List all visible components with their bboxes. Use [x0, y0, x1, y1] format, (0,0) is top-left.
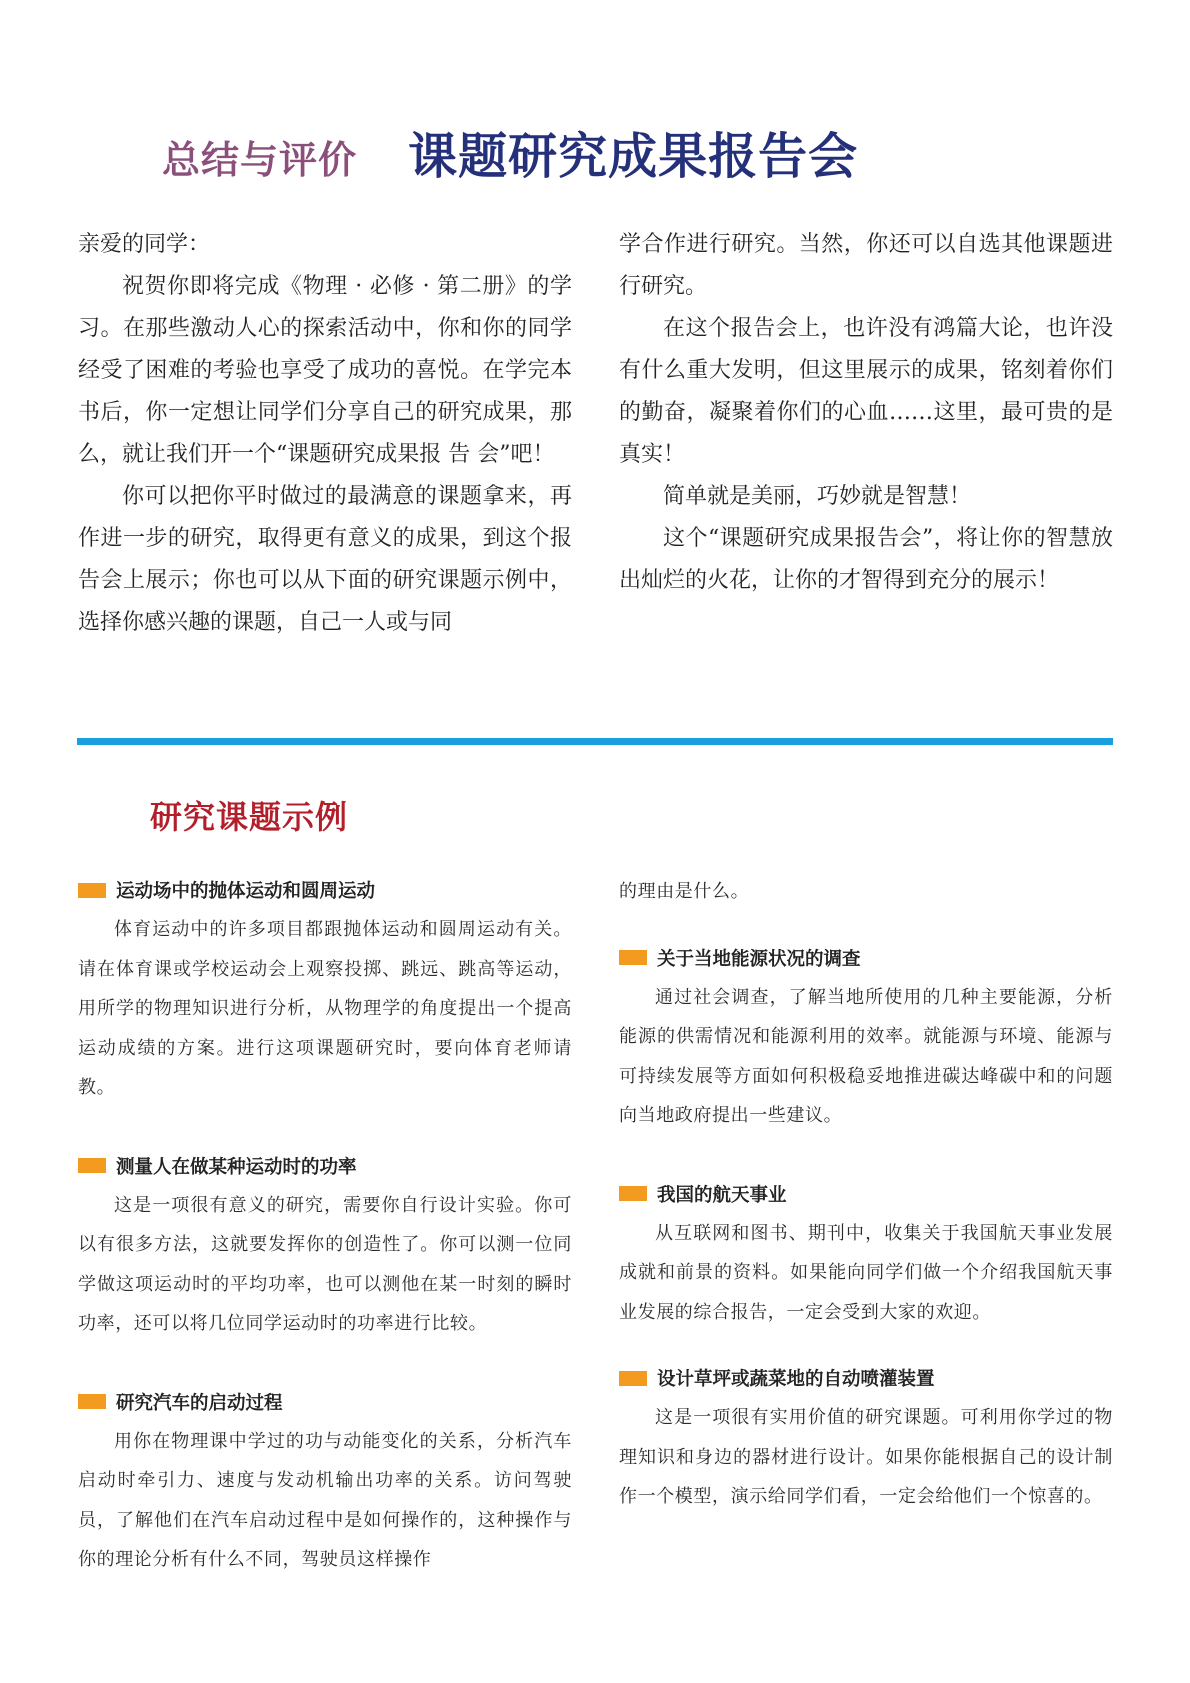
examples-right-column [619, 872, 1113, 1545]
topic-title: 研究汽车的启动过程 [116, 1392, 283, 1414]
topic-item [78, 1384, 572, 1580]
bullet-square-icon [619, 1371, 647, 1386]
intro-paragraph: 这个“课题研究成果报告会”，将让你的智慧放出灿烂的火花，让你的才智得到充分的展示！ [619, 526, 1113, 593]
topic-title: 我国的航天事业 [657, 1184, 787, 1206]
page-header [162, 118, 858, 198]
topic-title: 运动场中的抛体运动和圆周运动 [116, 881, 376, 902]
examples-left-column [78, 872, 572, 1608]
topic-body: 这是一项很有意义的研究，需要你自行设计实验。你可以有很多方法，这就要发挥你的创造性了。你可以测一位同学做这项运动时的平均功率，也可以测他在某一时刻的瞬时功率，还可以将几位同学运动时的功率进行比较。 [78, 1194, 572, 1334]
section-label: 总结与评价 [162, 137, 358, 182]
topic-title: 设计草坪或蔬菜地的自动喷灌装置 [657, 1369, 935, 1390]
bullet-square-icon [78, 1394, 106, 1409]
topic-item [78, 1148, 572, 1344]
intro-right-column [619, 224, 1113, 602]
topic-item [619, 940, 1113, 1136]
topic-body: 用你在物理课中学过的功与动能变化的关系，分析汽车启动时牵引力、速度与发动机输出功率的关系。访问驾驶员，了解他们在汽车启动过程中是如何操作的，这种操作与你的理论分析有什么不同，驾驶员这样操作 [78, 1430, 572, 1570]
topic-body-continued: 的理由是什么。 [619, 881, 750, 902]
page-title: 课题研究成果报告会 [408, 127, 859, 185]
topic-body: 通过社会调查，了解当地所使用的几种主要能源，分析能源的供需情况和能源利用的效率。就能源与环境、能源与可持续发展等方面如何积极稳妥地推进碳达峰碳中和的问题向当地政府提出一些建议。 [619, 986, 1113, 1126]
bullet-square-icon [78, 883, 106, 898]
intro-left-column [78, 224, 572, 644]
bullet-square-icon [619, 950, 647, 965]
topic-body: 体育运动中的许多项目都跟抛体运动和圆周运动有关。请在体育课或学校运动会上观察投掷、跳远、跳高等运动，用所学的物理知识进行分析，从物理学的角度提出一个提高运动成绩的方案。进行这项课题研究时，要向体育老师请教。 [78, 919, 572, 1098]
topic-title: 测量人在做某种运动时的功率 [116, 1156, 357, 1178]
intro-paragraph: 祝贺你即将完成《物理 · 必修 · 第二册》的学习。在那些激动人心的探索活动中，你和你的同学经受了困难的考验也享受了成功的喜悦。在学完本书后，你一定想让同学们分享自己的研究成果，那么，就让我们开一个“课题研究成果报 告 会”吧！ [78, 274, 572, 467]
greeting: 亲爱的同学： [78, 232, 211, 257]
bullet-square-icon [78, 1158, 106, 1173]
topic-title: 关于当地能源状况的调查 [657, 948, 861, 970]
topic-body: 这是一项很有实用价值的研究课题。可利用你学过的物理知识和身边的器材进行设计。如果你能根据自己的设计制作一个模型，演示给同学们看，一定会给他们一个惊喜的。 [619, 1407, 1113, 1507]
topic-item [78, 872, 572, 1108]
topic-body: 从互联网和图书、期刊中，收集关于我国航天事业发展成就和前景的资料。如果能向同学们做一个介绍我国航天事业发展的综合报告，一定会受到大家的欢迎。 [619, 1222, 1113, 1323]
intro-paragraph: 简单就是美丽，巧妙就是智慧！ [663, 484, 972, 509]
topic-item [619, 1176, 1113, 1333]
examples-section-title: 研究课题示例 [150, 798, 349, 836]
bullet-square-icon [619, 1186, 647, 1201]
intro-paragraph-continued: 学合作进行研究。当然，你还可以自选其他课题进行研究。 [619, 232, 1113, 299]
topic-item [619, 1360, 1113, 1517]
intro-paragraph: 在这个报告会上，也许没有鸿篇大论，也许没有什么重大发明，但这里展示的成果，铭刻着你们的勤奋，凝聚着你们的心血……这里，最可贵的是真实！ [619, 316, 1113, 467]
intro-paragraph: 你可以把你平时做过的最满意的课题拿来，再作进一步的研究，取得更有意义的成果，到这个报告会上展示；你也可以从下面的研究课题示例中，选择你感兴趣的课题，自己一人或与同 [78, 484, 572, 635]
section-divider [77, 738, 1113, 745]
